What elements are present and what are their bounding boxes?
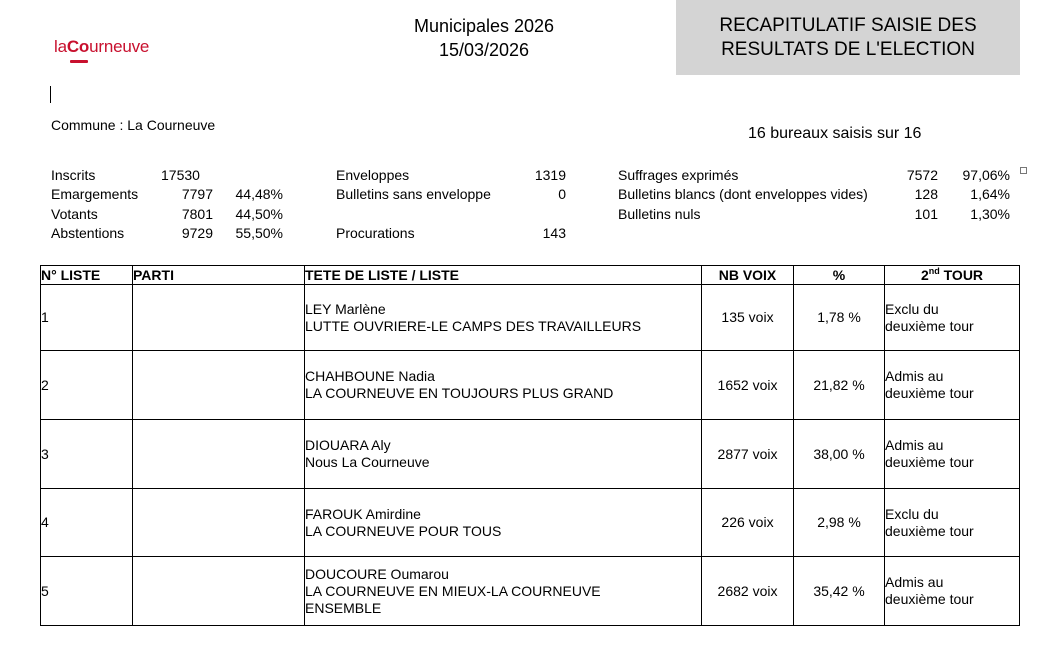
cell-num: 4 — [41, 489, 133, 557]
header-parti: PARTI — [133, 266, 305, 285]
tour-status-line1: Exclu du — [885, 505, 939, 522]
logo-part-la: la — [54, 37, 67, 56]
cell-parti — [133, 557, 305, 626]
stat-percent: 1,64% — [970, 186, 1010, 202]
results-table — [40, 265, 1020, 626]
recap-title-line2: RESULTATS DE L'ELECTION — [721, 38, 975, 60]
cell-parti — [133, 285, 305, 351]
stat-label: Enveloppes — [336, 167, 410, 183]
tour-status-line1: Admis au — [885, 574, 944, 590]
cell-percent: 38,00 % — [794, 420, 885, 489]
stat-percent: 55,50% — [235, 225, 283, 241]
stat-percent: 97,06% — [962, 167, 1010, 183]
table-row — [41, 420, 1020, 489]
stat-value: 101 — [914, 206, 938, 222]
header-second-tour-num: 2 — [920, 267, 929, 283]
table-header-row — [41, 266, 1020, 285]
cell-voix: 2682 voix — [702, 557, 794, 626]
list-name-continued: ENSEMBLE — [305, 599, 382, 616]
stat-value: 128 — [914, 186, 938, 202]
cell-tete — [305, 351, 702, 420]
list-name: LA COURNEUVE POUR TOUS — [305, 522, 502, 539]
cell-num: 3 — [41, 420, 133, 489]
stat-value: 9729 — [181, 225, 213, 241]
table-row — [41, 557, 1020, 626]
cell-tete — [305, 420, 702, 489]
header-second-tour-rest: TOUR — [939, 267, 984, 283]
cell-num: 5 — [41, 557, 133, 626]
cell-tete — [305, 285, 702, 351]
stat-label: Votants — [51, 206, 98, 222]
stat-value: 7801 — [181, 206, 213, 222]
header-second-tour-sup: nd — [928, 266, 940, 276]
list-head: DOUCOURE Oumarou — [305, 565, 449, 582]
checkbox-marker — [1020, 167, 1027, 174]
list-head: CHAHBOUNE Nadia — [305, 368, 435, 384]
header-nb-voix: NB VOIX — [702, 266, 794, 285]
commune-label: Commune : La Courneuve — [51, 117, 216, 133]
list-head: DIOUARA Aly — [305, 437, 391, 453]
stat-label: Suffrages exprimés — [618, 167, 739, 183]
cell-num: 1 — [41, 285, 133, 351]
cell-parti — [133, 489, 305, 557]
stat-label: Emargements — [51, 186, 139, 202]
tour-status-line1: Admis au — [885, 368, 944, 384]
stat-label: Bulletins nuls — [618, 206, 701, 222]
stat-label: Abstentions — [51, 225, 125, 241]
stat-value: 17530 — [161, 167, 200, 183]
stats-block — [0, 0, 1056, 260]
stat-percent: 44,50% — [235, 206, 283, 222]
header-percent: % — [794, 266, 885, 285]
stat-value: 1319 — [534, 167, 566, 183]
cell-percent: 21,82 % — [794, 351, 885, 420]
stat-value: 7572 — [906, 167, 938, 183]
cell-voix: 226 voix — [702, 489, 794, 557]
list-head: FAROUK Amirdine — [305, 505, 421, 522]
cell-voix: 2877 voix — [702, 420, 794, 489]
tour-status-line2: deuxième tour — [885, 591, 974, 607]
header-tete-de-liste: TETE DE LISTE / LISTE — [305, 266, 702, 285]
cell-voix: 135 voix — [702, 285, 794, 351]
stat-label: Bulletins blancs (dont enveloppes vides) — [618, 186, 868, 202]
cell-second-tour — [885, 489, 1020, 557]
tour-status-line2: deuxième tour — [885, 522, 974, 539]
stat-percent: 1,30% — [970, 206, 1010, 222]
tour-status-line2: deuxième tour — [885, 317, 974, 334]
stat-value: 143 — [542, 225, 566, 241]
table-row — [41, 489, 1020, 557]
logo-part-urneuve: urneuve — [89, 37, 150, 56]
list-name: LUTTE OUVRIERE-LE CAMPS DES TRAVAILLEURS — [305, 317, 642, 334]
stat-label: Procurations — [336, 225, 415, 241]
stat-label: Bulletins sans enveloppe — [336, 186, 491, 202]
tour-status-line1: Exclu du — [885, 300, 939, 317]
cell-second-tour — [885, 420, 1020, 489]
logo-part-co: Co — [66, 37, 90, 56]
tour-status-line2: deuxième tour — [885, 454, 974, 470]
stat-value: 0 — [558, 186, 566, 202]
list-name: Nous La Courneuve — [305, 454, 430, 470]
cell-second-tour — [885, 351, 1020, 420]
stat-label: Inscrits — [51, 167, 96, 183]
bureaux-count: 16 bureaux saisis sur 16 — [748, 125, 922, 142]
cell-percent: 35,42 % — [794, 557, 885, 626]
header-second-tour — [885, 266, 1020, 285]
table-row — [41, 351, 1020, 420]
stat-percent: 44,48% — [235, 186, 283, 202]
cell-percent: 2,98 % — [794, 489, 885, 557]
stat-value: 7797 — [181, 186, 213, 202]
cell-tete — [305, 557, 702, 626]
election-date: 15/03/2026 — [438, 40, 530, 60]
cell-num: 2 — [41, 351, 133, 420]
election-title: Municipales 2026 — [413, 16, 555, 36]
list-name: LA COURNEUVE EN TOUJOURS PLUS GRAND — [305, 385, 614, 401]
cell-percent: 1,78 % — [794, 285, 885, 351]
list-head: LEY Marlène — [305, 300, 386, 317]
tour-status-line2: deuxième tour — [885, 385, 974, 401]
cell-second-tour — [885, 557, 1020, 626]
cell-tete — [305, 489, 702, 557]
recap-title-line1: RECAPITULATIF SAISIE DES — [719, 14, 977, 36]
cell-voix: 1652 voix — [702, 351, 794, 420]
cell-parti — [133, 351, 305, 420]
table-row — [41, 285, 1020, 351]
header-num-liste: N° LISTE — [41, 266, 133, 285]
cell-parti — [133, 420, 305, 489]
list-name: LA COURNEUVE EN MIEUX-LA COURNEUVE — [305, 582, 601, 599]
tour-status-line1: Admis au — [885, 437, 944, 453]
cell-second-tour — [885, 285, 1020, 351]
